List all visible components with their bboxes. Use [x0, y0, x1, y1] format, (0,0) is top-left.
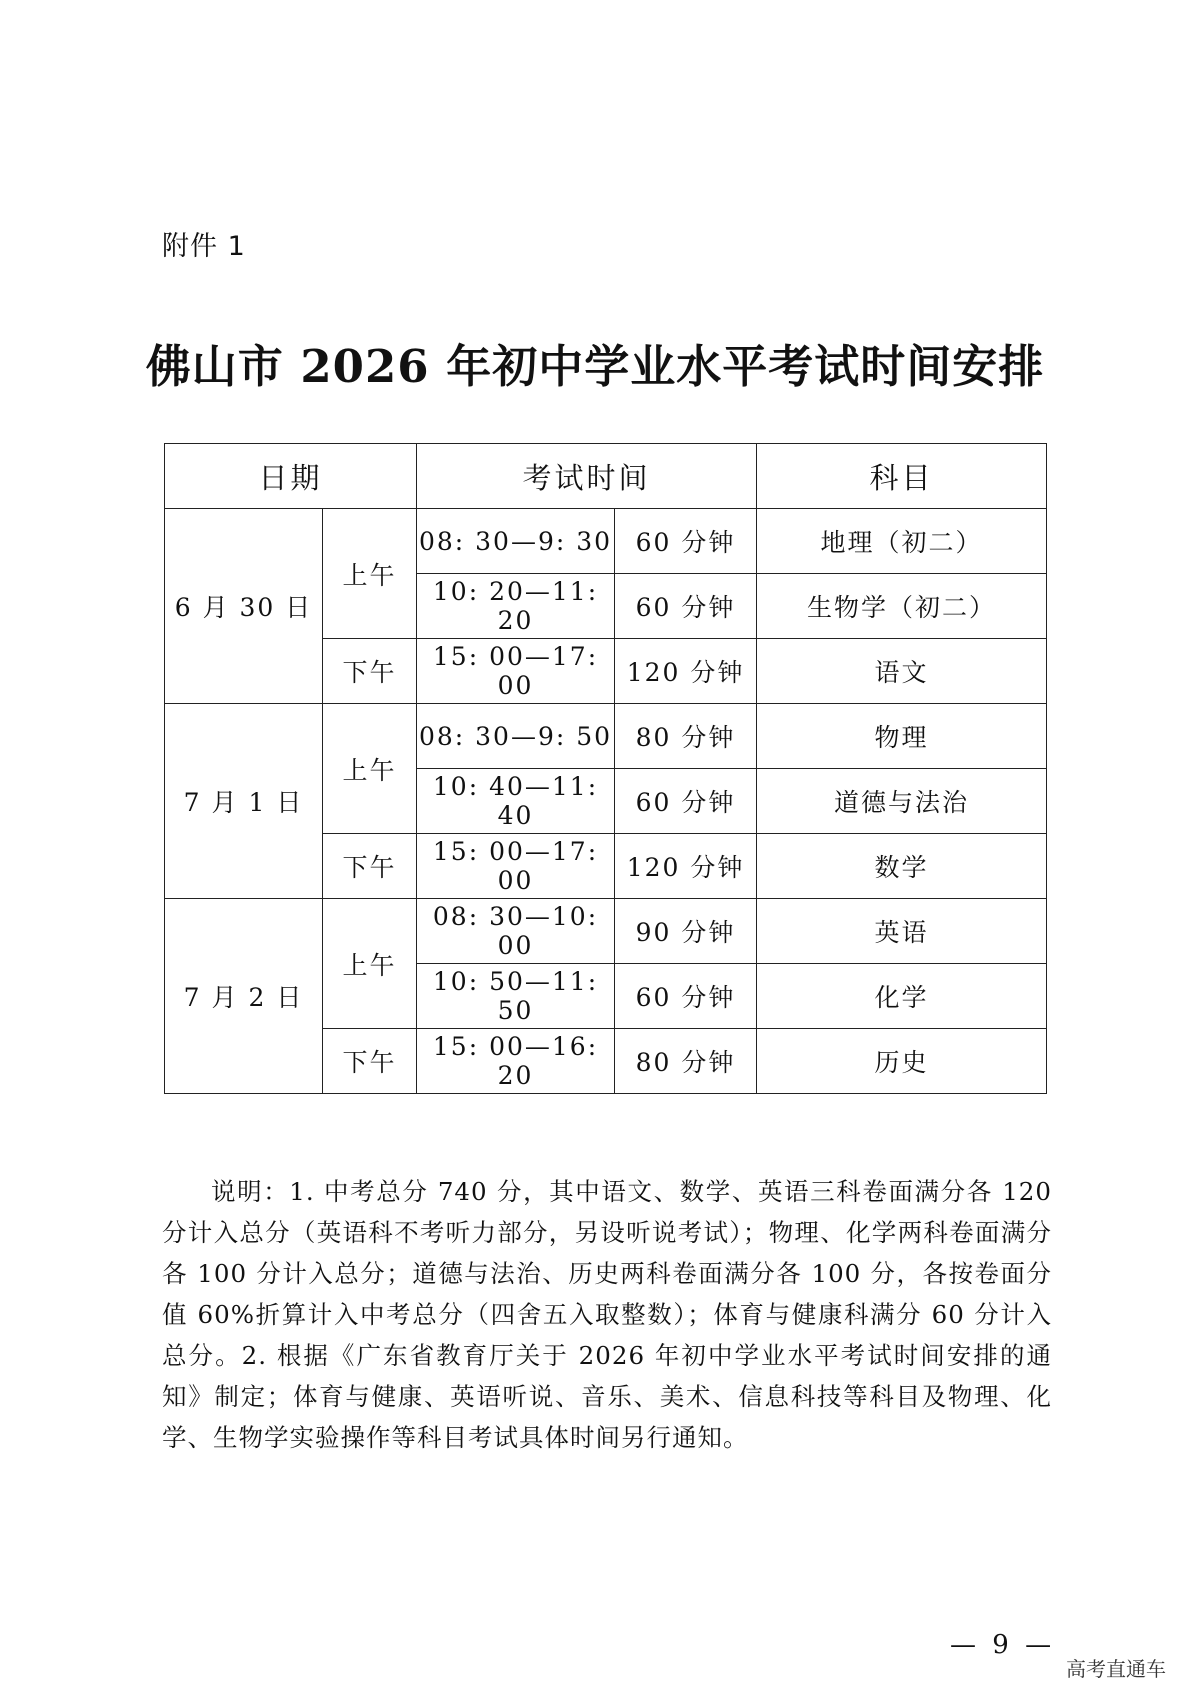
header-date: 日期 [165, 444, 417, 509]
period-cell: 上午 [323, 509, 417, 639]
watermark: 高考直通车 [1066, 1657, 1166, 1681]
duration-cell: 60 分钟 [615, 964, 757, 1029]
subject-cell: 历史 [757, 1029, 1047, 1094]
duration-cell: 60 分钟 [615, 574, 757, 639]
subject-cell: 化学 [757, 964, 1047, 1029]
page-number: — 9 — [950, 1630, 1056, 1660]
period-cell: 下午 [323, 1029, 417, 1094]
time-cell: 10: 20—11: 20 [417, 574, 615, 639]
duration-cell: 60 分钟 [615, 769, 757, 834]
subject-cell: 数学 [757, 834, 1047, 899]
time-cell: 15: 00—17: 00 [417, 834, 615, 899]
subject-cell: 英语 [757, 899, 1047, 964]
header-subject: 科目 [757, 444, 1047, 509]
time-cell: 08: 30—9: 30 [417, 509, 615, 574]
exam-schedule-table [164, 443, 1047, 1094]
duration-cell: 80 分钟 [615, 1029, 757, 1094]
date-cell: 7 月 1 日 [165, 704, 323, 899]
time-cell: 10: 50—11: 50 [417, 964, 615, 1029]
duration-cell: 90 分钟 [615, 899, 757, 964]
time-cell: 15: 00—16: 20 [417, 1029, 615, 1094]
header-exam-time: 考试时间 [417, 444, 757, 509]
time-cell: 15: 00—17: 00 [417, 639, 615, 704]
time-cell: 08: 30—10: 00 [417, 899, 615, 964]
period-cell: 上午 [323, 899, 417, 1029]
time-cell: 10: 40—11: 40 [417, 769, 615, 834]
date-cell: 6 月 30 日 [165, 509, 323, 704]
table-row [165, 704, 1047, 769]
subject-cell: 语文 [757, 639, 1047, 704]
subject-cell: 物理 [757, 704, 1047, 769]
period-cell: 下午 [323, 639, 417, 704]
period-cell: 上午 [323, 704, 417, 834]
subject-cell: 道德与法治 [757, 769, 1047, 834]
attachment-label: 附件 1 [162, 231, 246, 262]
table-row [165, 899, 1047, 964]
subject-cell: 地理（初二） [757, 509, 1047, 574]
subject-cell: 生物学（初二） [757, 574, 1047, 639]
time-cell: 08: 30—9: 50 [417, 704, 615, 769]
duration-cell: 80 分钟 [615, 704, 757, 769]
date-cell: 7 月 2 日 [165, 899, 323, 1094]
explanatory-note: 说明：1. 中考总分 740 分，其中语文、数学、英语三科卷面满分各 120 分计入总分（英语科不考听力部分，另设听说考试）；物理、化学两科卷面满分各 100 分计入总分；道德与法治、历史两科卷面满分各 100 分，各按卷面分值 60%折算计入中考总分（四舍五入取整数）；体育与健康科满分 60 分计入总分。2. 根据《广东省教育厅关于 2026 年初中学业水平考试时间安排的通知》制定；体育与健康、英语听说、音乐、美术、信息科技等科目及物理、化学、生物学实验操作等科目考试具体时间另行通知。 [162, 1176, 1052, 1452]
table-header-row [165, 444, 1047, 509]
page-title: 佛山市 2026 年初中学业水平考试时间安排 [145, 340, 1045, 393]
period-cell: 下午 [323, 834, 417, 899]
duration-cell: 120 分钟 [615, 834, 757, 899]
duration-cell: 60 分钟 [615, 509, 757, 574]
duration-cell: 120 分钟 [615, 639, 757, 704]
table-row [165, 509, 1047, 574]
